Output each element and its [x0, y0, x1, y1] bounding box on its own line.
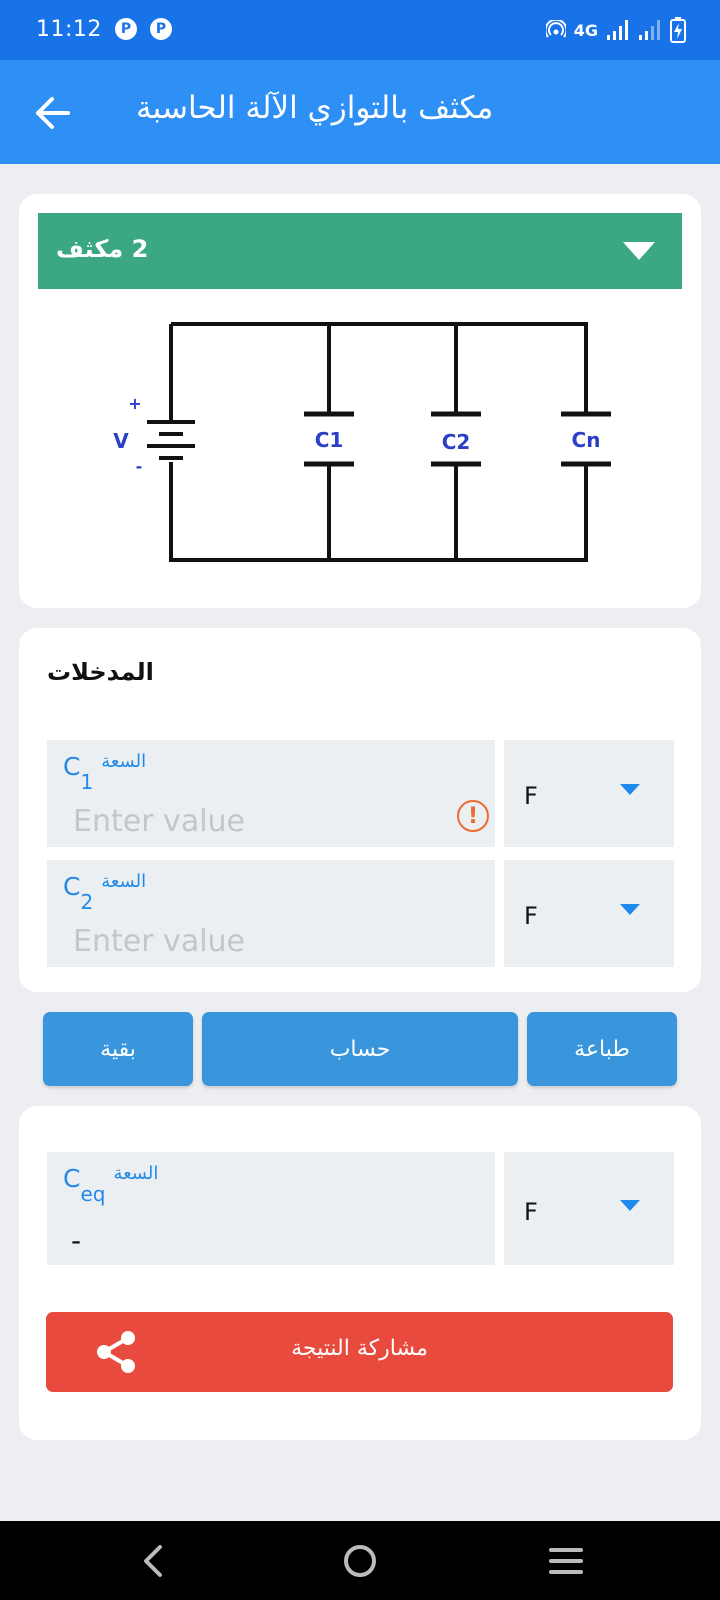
circuit-diagram — [99, 312, 619, 572]
c2-label: C2 السعة — [63, 871, 147, 914]
result-card — [19, 1106, 701, 1440]
chevron-down-icon — [620, 784, 640, 795]
nav-back-icon[interactable] — [138, 1543, 168, 1579]
circuit-wires — [171, 324, 586, 560]
notification-icon: P — [150, 18, 172, 40]
status-bar — [0, 0, 720, 60]
ceq-label: Ceq السعة — [63, 1163, 159, 1206]
chevron-down-icon — [623, 242, 655, 260]
capacitor-count-select[interactable] — [38, 213, 682, 289]
c1-label: C1 السعة — [63, 751, 147, 794]
network-type: 4G — [573, 20, 598, 40]
chevron-down-icon — [620, 904, 640, 915]
page-title: مكثف بالتوازي الآلة الحاسبة — [136, 90, 494, 126]
circuit-card — [19, 194, 701, 608]
capacitor-count-value: 2 مكثف — [56, 235, 149, 263]
minus-label: - — [135, 457, 143, 476]
share-result-button[interactable] — [46, 1312, 673, 1392]
c2-placeholder: Enter value — [73, 924, 246, 959]
capacitor-label: Cn — [571, 428, 601, 452]
share-result-label: مشاركة النتيجة — [291, 1336, 428, 1361]
battery-symbol — [147, 422, 195, 458]
hotspot-icon — [546, 20, 566, 40]
system-nav-bar — [0, 1521, 720, 1600]
status-time: 11:12 — [36, 17, 102, 42]
nav-menu-icon[interactable] — [548, 1545, 584, 1577]
inputs-card — [19, 628, 701, 992]
ceq-unit-select[interactable]: F — [504, 1152, 674, 1265]
rest-button[interactable]: بقية — [43, 1012, 193, 1086]
c1-unit-select[interactable]: F — [504, 740, 674, 847]
c2-input[interactable] — [47, 860, 495, 967]
status-icons — [546, 16, 686, 44]
c2-unit-select[interactable]: F — [504, 860, 674, 967]
c1-input[interactable] — [47, 740, 495, 847]
plus-label: + — [128, 394, 142, 413]
ceq-output — [47, 1152, 495, 1265]
calculate-button[interactable]: حساب — [202, 1012, 518, 1086]
chevron-down-icon — [620, 1200, 640, 1211]
signal-icon — [606, 19, 630, 41]
voltage-label: V — [113, 429, 129, 453]
inputs-title: المدخلات — [47, 658, 154, 686]
back-arrow-icon[interactable] — [28, 88, 78, 138]
notification-icon: P — [115, 18, 137, 40]
print-button[interactable]: طباعة — [527, 1012, 677, 1086]
warning-icon: ! — [457, 800, 489, 832]
app-bar — [0, 60, 720, 164]
signal-icon — [638, 19, 662, 41]
nav-home-icon[interactable] — [342, 1543, 378, 1579]
c1-placeholder: Enter value — [73, 804, 246, 839]
battery-charging-icon — [670, 17, 686, 43]
ceq-value: - — [71, 1224, 82, 1257]
capacitor-label: C2 — [441, 430, 471, 454]
capacitor-label: C1 — [314, 428, 344, 452]
